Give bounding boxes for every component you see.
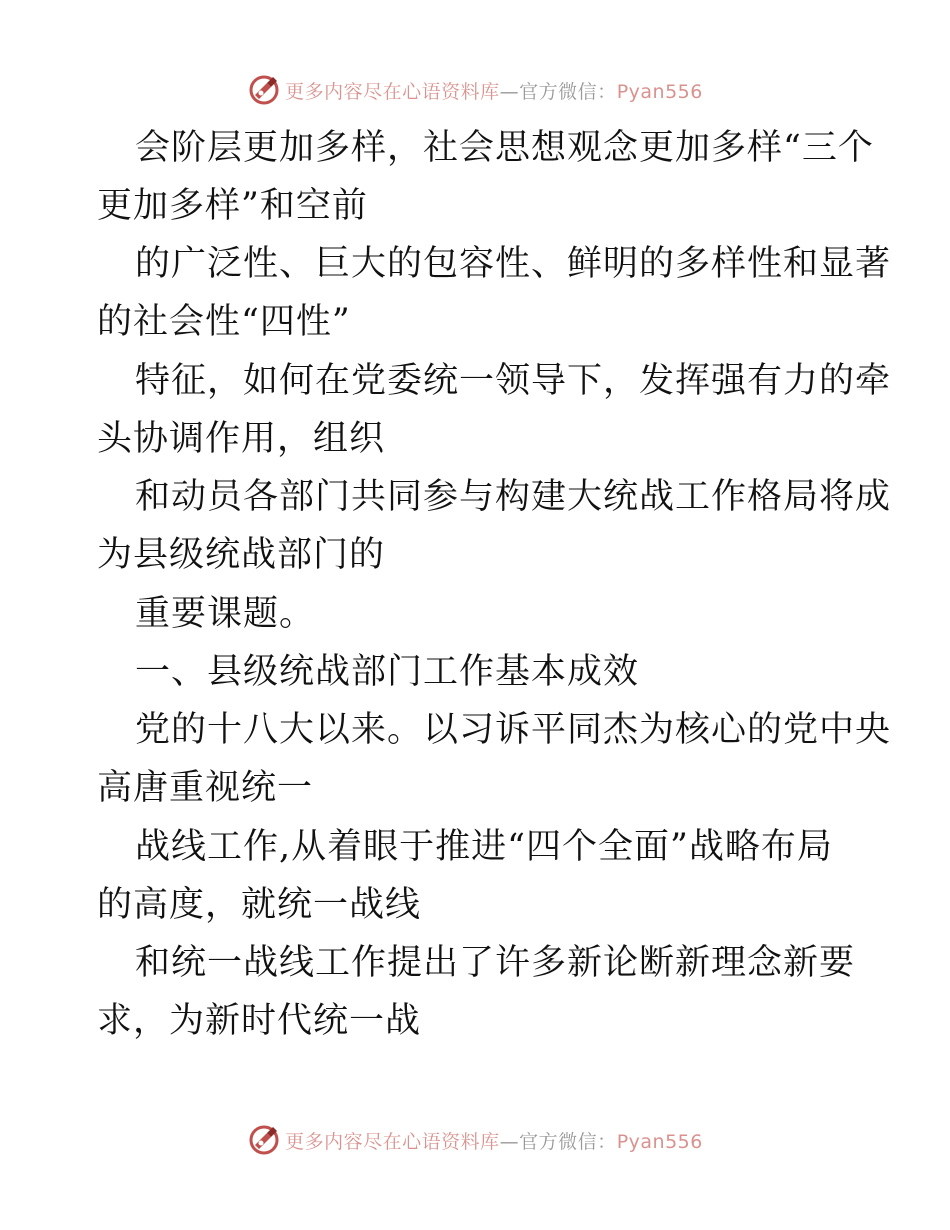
watermark-main: 更多内容尽在心语资料库: [285, 1130, 500, 1153]
text-line: 头协调作用，组织: [97, 419, 386, 459]
text-line: 特征，如何在党委统一领导下，发挥强有力的牵: [135, 361, 892, 401]
text-line: 高唐重视统一: [97, 768, 314, 808]
text-line: 和动员各部门共同参与构建大统战工作格局将成: [135, 477, 892, 517]
watermark-id: Pyan556: [616, 1130, 703, 1153]
text-line: 的社会性“四性”: [97, 302, 351, 342]
footer-watermark: [0, 1120, 950, 1160]
text-line: 为县级统战部门的: [97, 535, 386, 575]
watermark-id: Pyan556: [616, 80, 703, 103]
text-line: 战线工作,从着眼于推进“四个全面”战略布局: [135, 827, 833, 867]
watermark-main: 更多内容尽在心语资料库: [285, 80, 500, 103]
logo-icon: [247, 1123, 281, 1157]
text-line: 的高度，就统一战线: [97, 885, 422, 925]
text-line: 的广泛性、巨大的包容性、鲜明的多样性和显著: [135, 244, 892, 284]
text-line: 更加多样”和空前: [97, 186, 368, 226]
watermark-text: [285, 1127, 703, 1154]
text-line: 和统一战线工作提出了许多新论断新理念新要: [135, 943, 856, 983]
text-line: 党的十八大以来。以习诉平同杰为核心的党中央: [135, 710, 892, 750]
text-line: 重要课题。: [135, 594, 316, 634]
text-line: 会阶层更加多样，社会思想观念更加多样“三个: [135, 128, 874, 168]
text-line: 求，为新时代统一战: [97, 1001, 422, 1041]
watermark-sub: —官方微信：: [499, 80, 617, 103]
watermark-sub: —官方微信：: [499, 1130, 617, 1153]
section-heading: 一、县级统战部门工作基本成效: [135, 652, 640, 692]
